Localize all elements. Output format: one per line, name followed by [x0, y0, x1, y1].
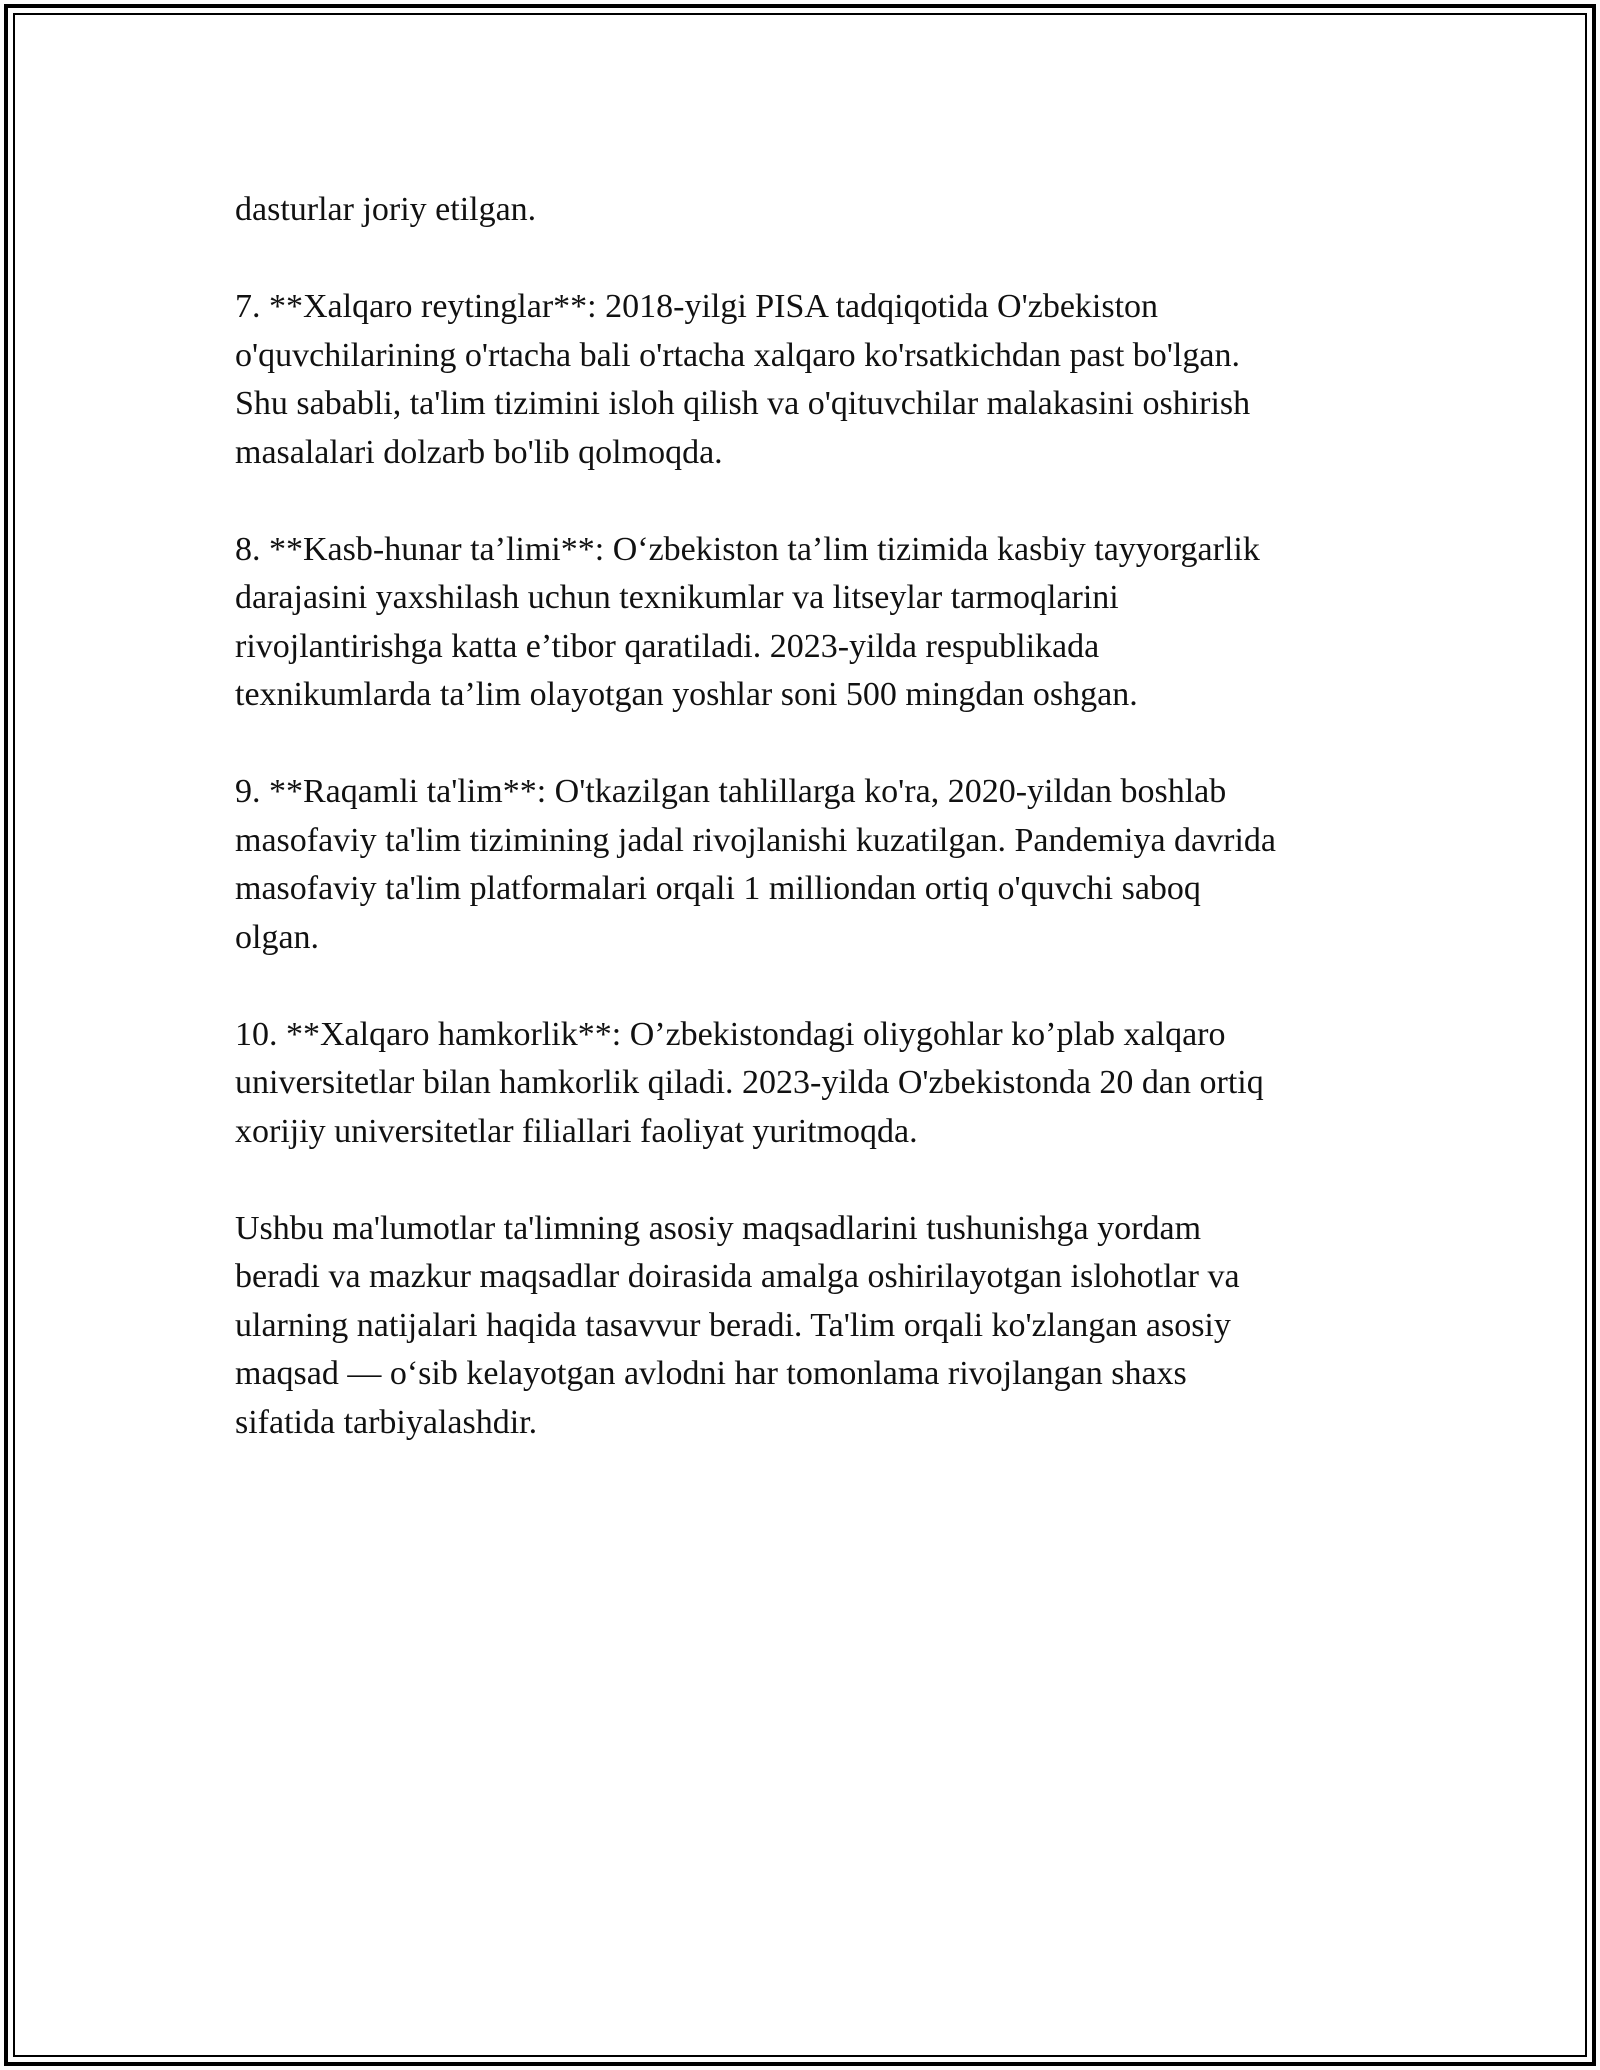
paragraph-item-9: 9. **Raqamli ta'lim**: O'tkazilgan tahlillarga ko'ra, 2020-yildan boshlab masofaviy ta'lim tizimining jadal rivojlanishi kuzatilgan. Pandemiya davrida masofaviy ta'lim platformalari orqali 1 milliondan ortiq o'quvchi saboq olgan. — [235, 773, 1276, 956]
paragraph-continuation: dasturlar joriy etilgan. — [235, 191, 537, 228]
paragraph-item-7: 7. **Xalqaro reytinglar**: 2018-yilgi PISA tadqiqotida O'zbekiston o'quvchilarining o'rtacha bali o'rtacha xalqaro ko'rsatkichdan past bo'lgan. Shu sababli, ta'lim tizimini isloh qilish va o'qituvchilar malakasini oshirish masalalari dolzarb bo'lib qolmoqda. — [235, 288, 1251, 471]
paragraph-item-8: 8. **Kasb-hunar ta’limi**: O‘zbekiston ta’lim tizimida kasbiy tayyorgarlik darajasini yaxshilash uchun texnikumlar va litseylar tarmoqlarini rivojlantirishga katta e’tibor qaratiladi. 2023-yilda respublikada texnikumlarda ta’lim olayotgan yoshlar soni 500 mingdan oshgan. — [235, 530, 1260, 713]
paragraph-conclusion: Ushbu ma'lumotlar ta'limning asosiy maqsadlarini tushunishga yordam beradi va mazkur maqsadlar doirasida amalga oshirilayotgan islohotlar va ularning natijalari haqida tasavvur beradi. Ta'lim orqali ko'zlangan asosiy maqsad — o‘sib kelayotgan avlodni har tomonlama rivojlangan shaxs sifatida tarbiyalashdir. — [235, 1209, 1240, 1441]
document-body — [235, 186, 1385, 1496]
paragraph-item-10: 10. **Xalqaro hamkorlik**: O’zbekistondagi oliygohlar ko’plab xalqaro universitetlar bilan hamkorlik qiladi. 2023-yilda O'zbekistonda 20 dan ortiq xorijiy universitetlar filiallari faoliyat yuritmoqda. — [235, 1015, 1264, 1150]
